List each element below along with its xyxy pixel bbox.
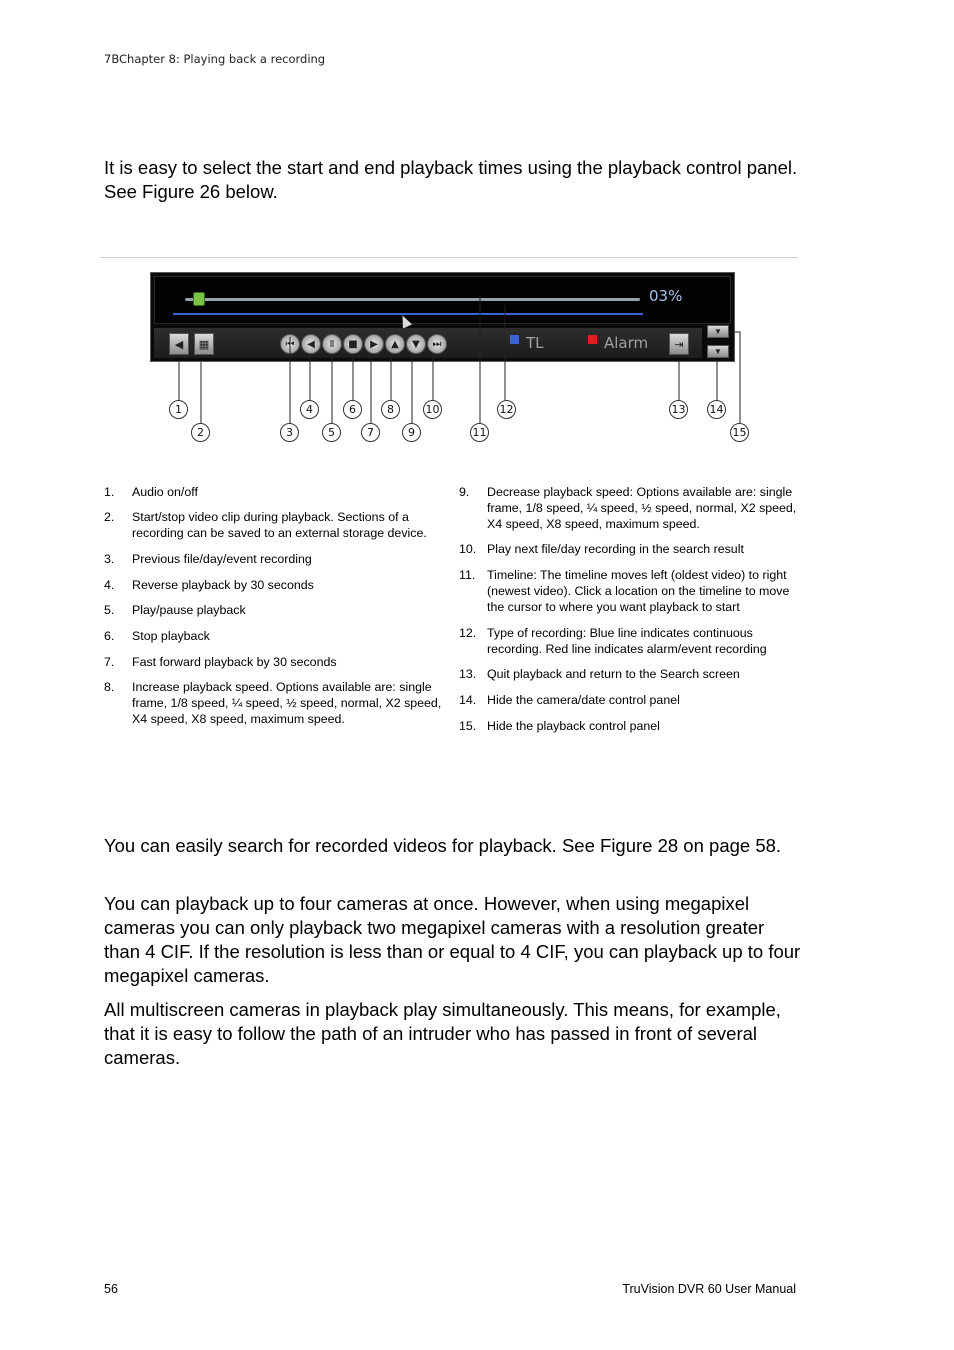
callout-1: 1 [169,400,188,419]
callout-14: 14 [707,400,726,419]
forward-icon[interactable]: ▶ [364,334,384,354]
legend-tl-label: TL [526,334,544,352]
continuous-swatch [510,335,519,344]
hide-playback-panel-icon[interactable]: ▼ [707,325,729,338]
callout-9: 9 [402,423,421,442]
callout-13: 13 [669,400,688,419]
mouse-cursor-icon [398,313,412,328]
stop-icon[interactable]: ■ [343,334,363,354]
intro-paragraph: It is easy to select the start and end playback times using the playback control panel. See Figure 26 below. [104,157,798,202]
progress-percent: 03% [649,287,683,305]
clip-icon[interactable]: ▦ [194,333,214,355]
exit-icon[interactable]: ⇥ [669,333,689,355]
body-paragraph: All multiscreen cameras in playback play simultaneously. This means, for example, that it is easy to follow the path of an intruder who has passed in front of several cameras. [104,999,781,1068]
callout-6: 6 [343,400,362,419]
callout-12: 12 [497,400,516,419]
body-paragraph: You can playback up to four cameras at once. However, when using megapixel cameras you can only playback two megapixel cameras with a resolution greater than 4 CIF. If the resolution is less than or equal to 4 CIF, you can playback up to four megapixel cameras. [104,893,801,986]
page-number: 56 [104,1282,118,1296]
callout-10: 10 [423,400,442,419]
playback-control-panel [150,272,735,362]
callout-3: 3 [280,423,299,442]
previous-icon[interactable]: ⏮ [280,334,300,354]
callout-5: 5 [322,423,341,442]
reverse-icon[interactable]: ◀ [301,334,321,354]
manual-title: TruVision DVR 60 User Manual [622,1282,796,1296]
alarm-swatch [588,335,597,344]
figure-top-rule [100,257,798,258]
timeline-track[interactable] [185,298,640,301]
timeline-area[interactable] [154,276,731,324]
running-header: 7BChapter 8: Playing back a recording [104,52,326,66]
speed-down-icon[interactable]: ▼ [406,334,426,354]
callout-8: 8 [381,400,400,419]
audio-icon[interactable]: ◀ [169,333,189,355]
pause-icon[interactable]: Ⅱ [322,334,342,354]
callout-7: 7 [361,423,380,442]
callout-11: 11 [470,423,489,442]
timeline-slider-thumb[interactable] [193,292,205,306]
hide-camera-panel-icon[interactable]: ▼ [707,345,729,358]
body-paragraph: You can easily search for recorded videos for playback. See Figure 28 on page 58. [104,835,782,856]
callout-15: 15 [730,423,749,442]
next-icon[interactable]: ⏭ [427,334,447,354]
speed-up-icon[interactable]: ▲ [385,334,405,354]
callout-4: 4 [300,400,319,419]
callout-2: 2 [191,423,210,442]
legend-alarm-label: Alarm [604,334,649,352]
